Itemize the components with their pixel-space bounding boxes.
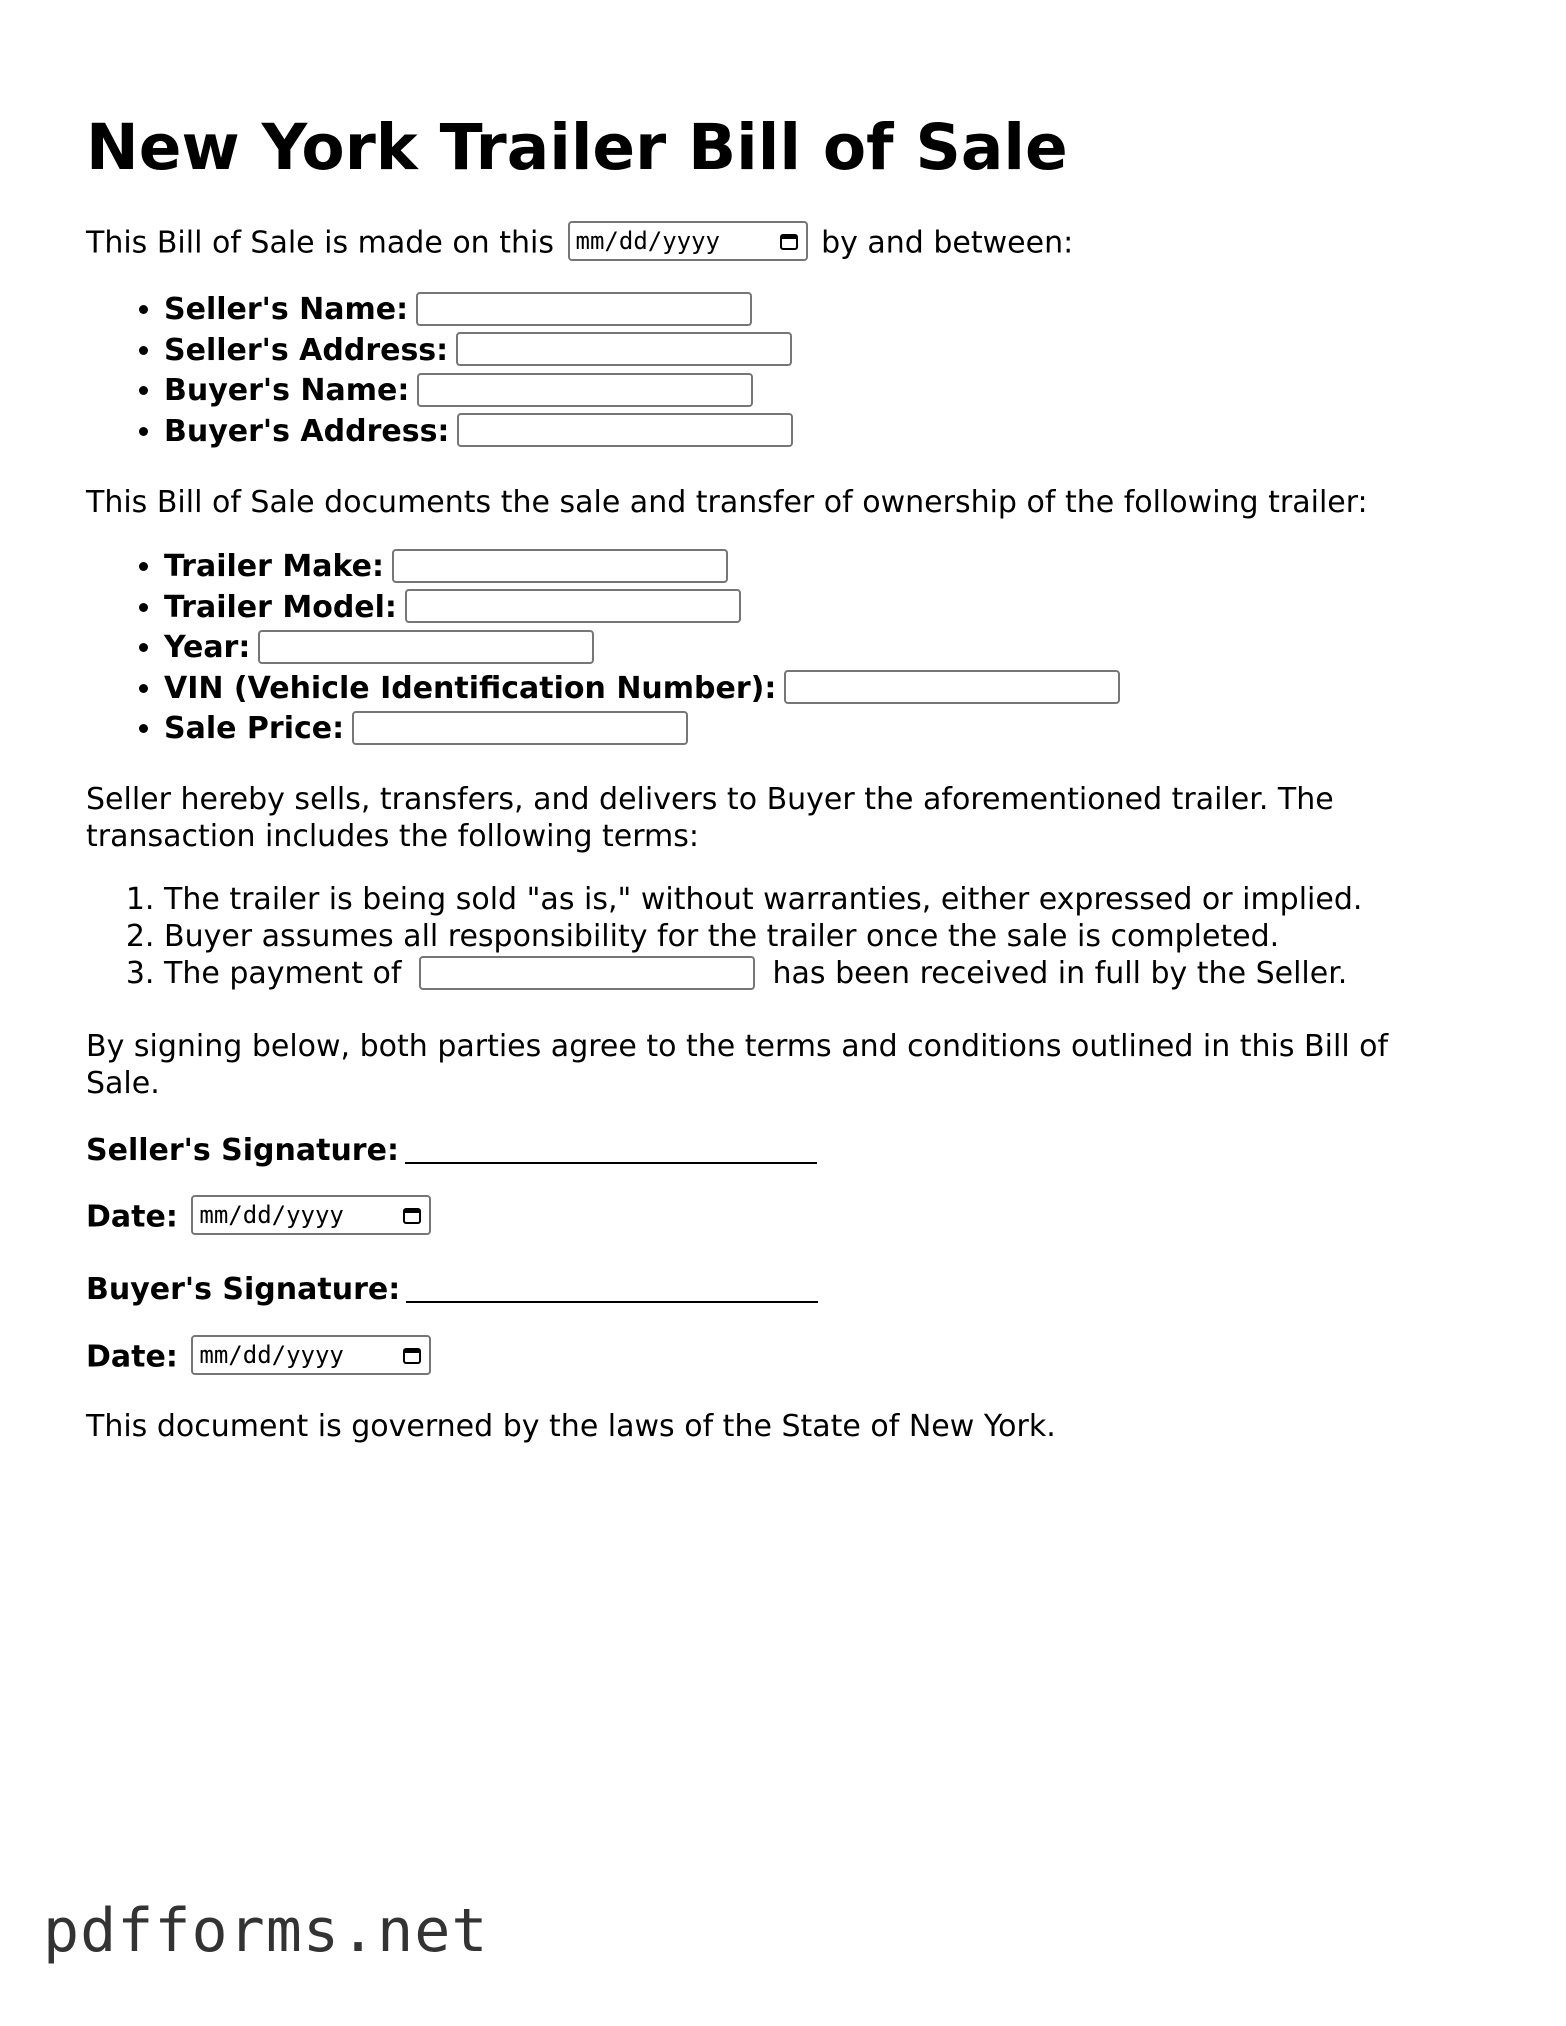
seller-name-label: Seller's Name:: [164, 292, 409, 327]
buyer-date-row: [86, 1338, 435, 1378]
list-item: [164, 918, 1362, 955]
trailer-make-label: Trailer Make:: [164, 549, 384, 584]
intro-text-after: by and between:: [821, 225, 1074, 261]
intro-text-before: This Bill of Sale is made on this: [86, 225, 554, 261]
governing-law-paragraph: This document is governed by the laws of the State of New York.: [86, 1409, 1056, 1444]
transfer-paragraph: This Bill of Sale documents the sale and transfer of ownership of the following trailer:: [86, 485, 1368, 520]
brand-watermark: pdfforms.net: [43, 1896, 489, 1966]
sale-price-input[interactable]: [352, 711, 688, 745]
list-item: [164, 547, 1120, 588]
list-item: [164, 290, 793, 331]
list-item: [164, 709, 1120, 750]
seller-signature-row: [86, 1130, 817, 1169]
trailer-model-input[interactable]: [405, 589, 741, 623]
sale-price-label: Sale Price:: [164, 711, 345, 746]
page-title: New York Trailer Bill of Sale: [86, 111, 1068, 184]
term-1-text: The trailer is being sold "as is," without warranties, either expressed or implied.: [164, 882, 1363, 917]
vin-label: VIN (Vehicle Identification Number):: [164, 670, 777, 706]
terms-intro-paragraph: Seller hereby sells, transfers, and delivers to Buyer the aforementioned trailer. The transaction includes the following terms:: [86, 782, 1334, 854]
list-item: [164, 881, 1362, 918]
seller-date-placeholder: mm/dd/yyyy: [199, 1200, 344, 1229]
agreement-paragraph: By signing below, both parties agree to the terms and conditions outlined in this Bill of Sale.: [86, 1029, 1389, 1101]
parties-list: [86, 290, 793, 452]
list-item: [164, 371, 793, 412]
seller-name-input[interactable]: [416, 292, 752, 326]
seller-address-label: Seller's Address:: [164, 332, 449, 368]
buyer-date-placeholder: mm/dd/yyyy: [199, 1340, 344, 1369]
year-label: Year:: [164, 630, 251, 665]
buyer-date-label: Date:: [86, 1339, 178, 1375]
list-item: [164, 412, 793, 453]
buyer-address-input[interactable]: [457, 413, 793, 447]
list-item: [164, 669, 1120, 710]
terms-list: [86, 881, 1362, 992]
seller-signature-line[interactable]: [405, 1134, 817, 1164]
term-2-text: Buyer assumes all responsibility for the trailer once the sale is completed.: [164, 919, 1280, 954]
sale-date-input[interactable]: [568, 221, 808, 261]
intro-paragraph: [86, 224, 1073, 264]
term-3-text-before: The payment of: [164, 956, 402, 991]
year-input[interactable]: [258, 630, 594, 664]
trailer-make-input[interactable]: [392, 549, 728, 583]
seller-address-input[interactable]: [456, 332, 792, 366]
buyer-name-label: Buyer's Name:: [164, 373, 410, 408]
buyer-date-input[interactable]: [191, 1335, 431, 1375]
list-item: [164, 628, 1120, 669]
seller-date-row: [86, 1198, 435, 1238]
trailer-details-list: [86, 547, 1120, 750]
buyer-signature-line[interactable]: [406, 1273, 818, 1303]
buyer-signature-label: Buyer's Signature:: [86, 1272, 401, 1307]
list-item: [164, 588, 1120, 629]
list-item: [164, 331, 793, 372]
buyer-name-input[interactable]: [417, 373, 753, 407]
seller-signature-label: Seller's Signature:: [86, 1133, 399, 1168]
trailer-model-label: Trailer Model:: [164, 589, 397, 625]
list-item: [164, 955, 1362, 992]
calendar-icon[interactable]: [403, 1346, 421, 1364]
buyer-signature-row: [86, 1269, 818, 1308]
payment-amount-input[interactable]: [419, 956, 755, 990]
sale-date-placeholder: mm/dd/yyyy: [575, 226, 721, 255]
calendar-icon[interactable]: [780, 232, 798, 250]
seller-date-label: Date:: [86, 1199, 178, 1235]
seller-date-input[interactable]: [191, 1195, 431, 1235]
calendar-icon[interactable]: [403, 1206, 421, 1224]
buyer-address-label: Buyer's Address:: [164, 413, 450, 449]
vin-input[interactable]: [784, 670, 1120, 704]
term-3-text-after: has been received in full by the Seller.: [772, 956, 1348, 991]
